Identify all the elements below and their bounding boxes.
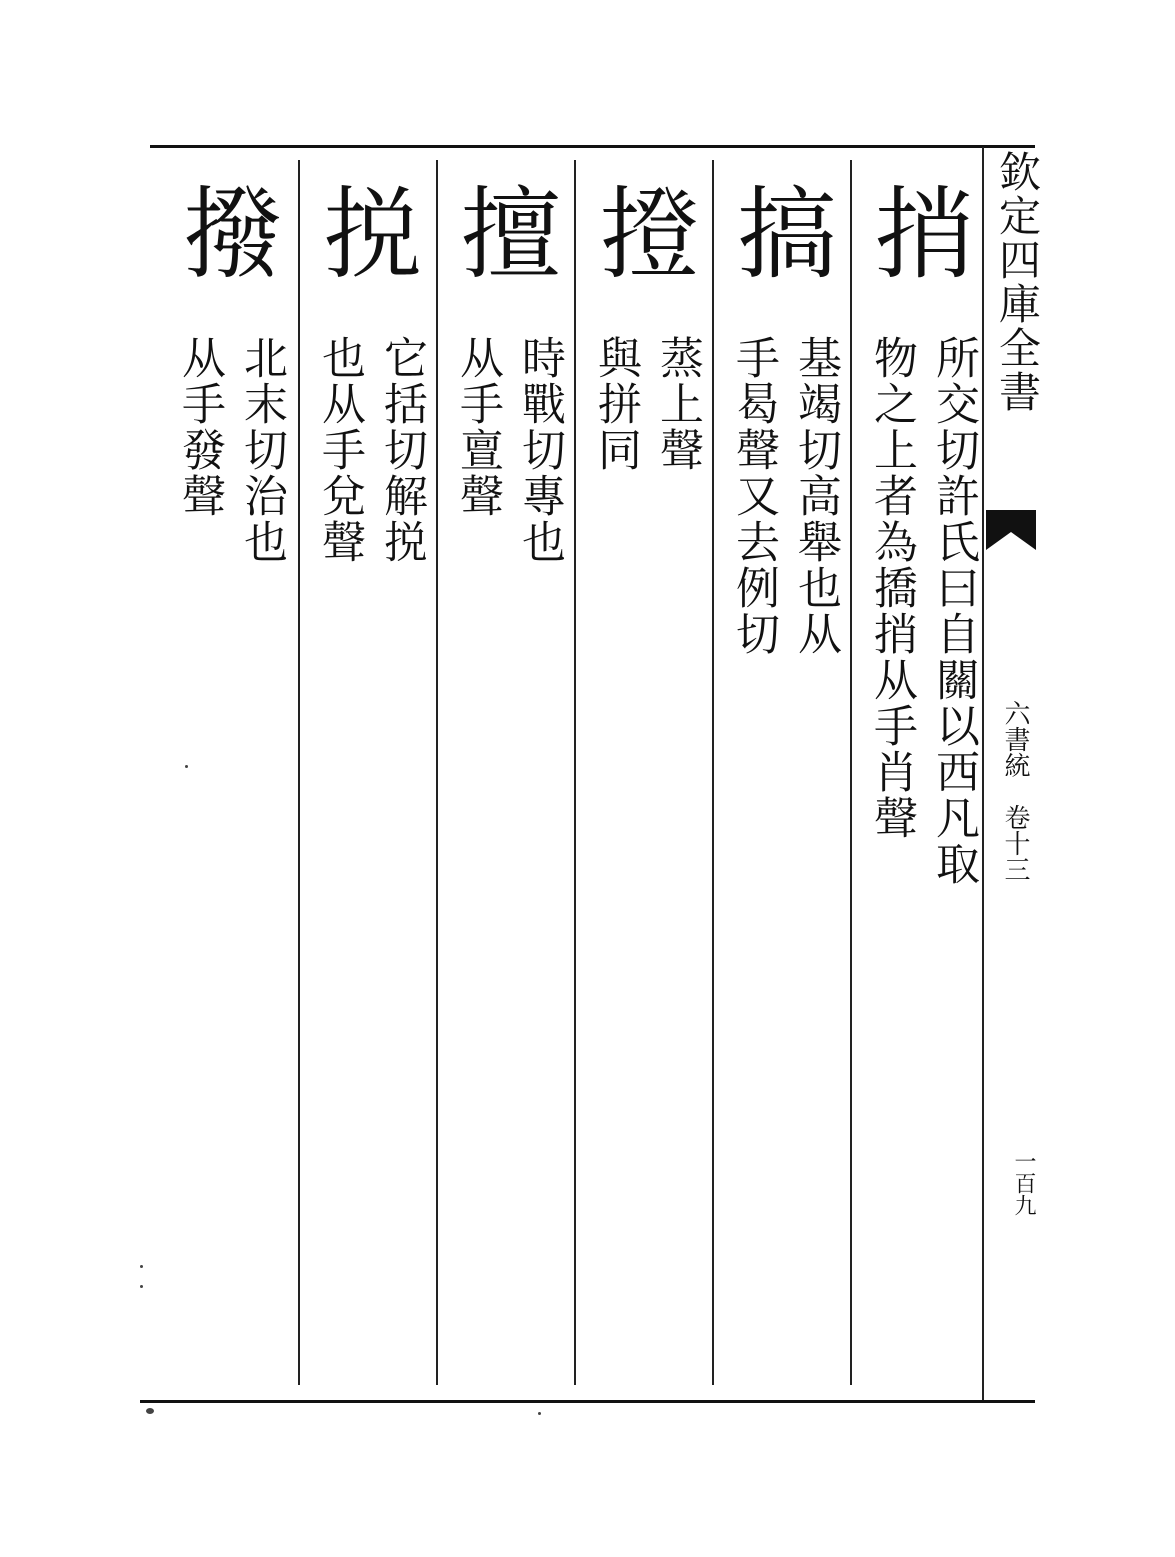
entry-column <box>576 160 716 1385</box>
entry-note-right: 蒸上聲 <box>652 335 703 473</box>
scan-speck <box>146 1408 154 1414</box>
top-border <box>150 145 1035 148</box>
entry-note-left: 从手發聲 <box>174 335 225 519</box>
entry-note-right: 基竭切高舉也从 <box>790 335 841 657</box>
seal-character: 擅 <box>461 176 555 293</box>
entry-column <box>852 160 992 1385</box>
scan-speck <box>185 765 188 768</box>
bottom-border <box>140 1400 1035 1403</box>
page-number: 一百九 <box>1011 1150 1036 1216</box>
volume-label: 六書統 卷十三 <box>1000 700 1030 882</box>
seal-character: 捝 <box>323 176 417 293</box>
entry-note-left: 从手亶聲 <box>452 335 503 519</box>
seal-character: 捎 <box>875 176 969 293</box>
entry-note-left: 與拼同 <box>590 335 641 473</box>
entry-column <box>160 160 300 1385</box>
scan-speck <box>140 1285 143 1288</box>
entry-note-right: 所交切許氏曰自關以西凡取 <box>928 335 979 887</box>
entry-column <box>714 160 854 1385</box>
scan-speck <box>538 1412 541 1415</box>
entry-note-left: 也从手兌聲 <box>314 335 365 565</box>
book-title: 欽定四庫全書 <box>993 150 1042 414</box>
entry-note-left: 物之上者為撟捎从手肖聲 <box>866 335 917 841</box>
entry-note-right: 它括切解捝 <box>376 335 427 565</box>
entry-note-right: 北末切治也 <box>236 335 287 565</box>
entry-column <box>438 160 578 1385</box>
entry-note-right: 時戰切專也 <box>514 335 565 565</box>
seal-character: 撜 <box>599 176 693 293</box>
fishtail-mark <box>986 510 1036 560</box>
seal-character: 搞 <box>737 176 831 293</box>
entry-note-left: 手曷聲又去例切 <box>728 335 779 657</box>
entry-column <box>300 160 440 1385</box>
seal-character: 撥 <box>183 176 277 293</box>
scan-speck <box>140 1265 143 1268</box>
